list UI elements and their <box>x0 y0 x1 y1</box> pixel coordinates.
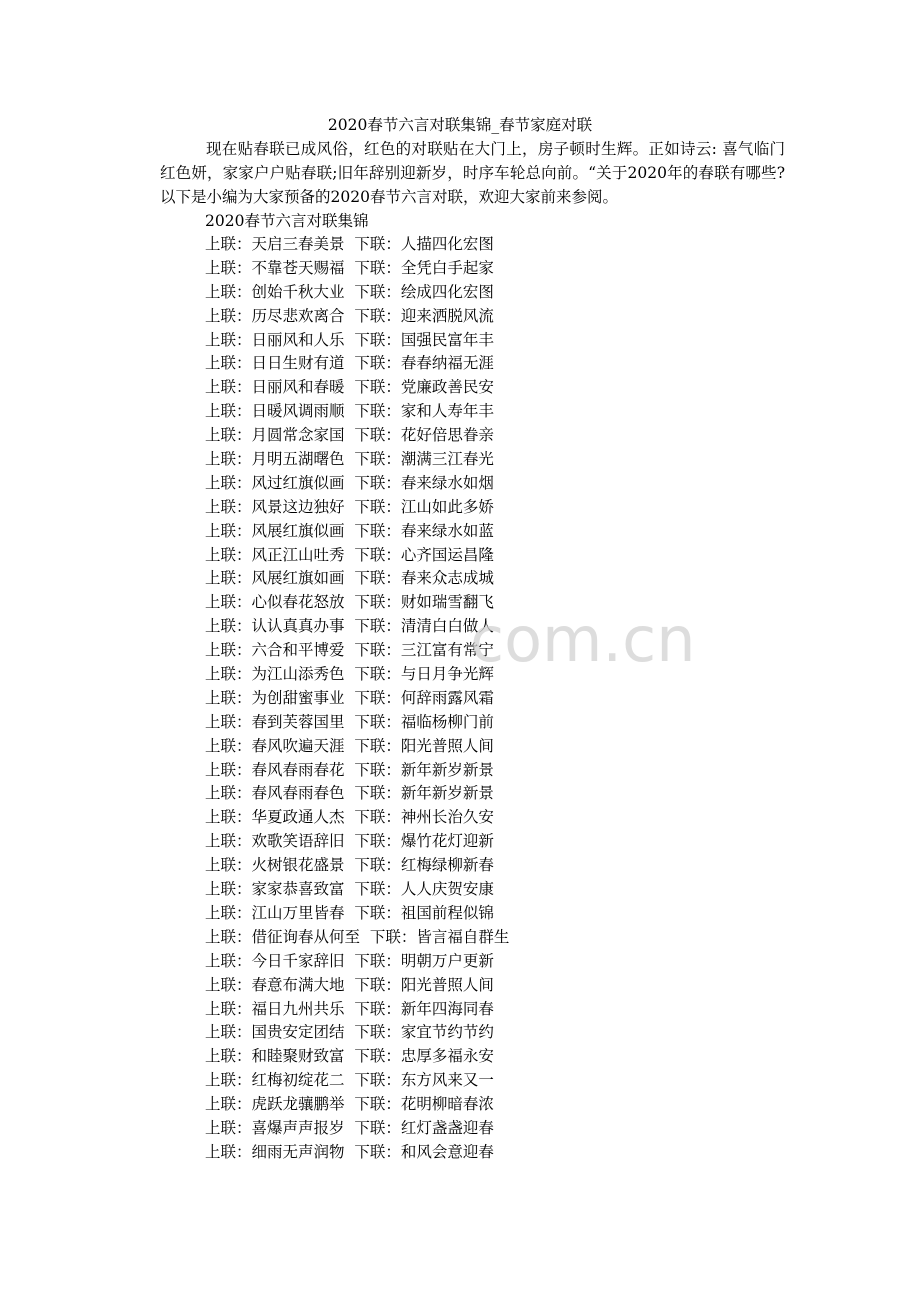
couplet-line: 上联：月明五湖曙色 下联：潮满三江春光 <box>205 450 494 469</box>
couplet-line: 上联：不靠苍天赐福 下联：全凭白手起家 <box>205 258 494 277</box>
couplet-line: 上联：心似春花怒放 下联：财如瑞雪翻飞 <box>205 593 494 612</box>
couplet-line: 上联：风正江山吐秀 下联：心齐国运昌隆 <box>205 545 494 564</box>
couplet-line: 上联：风过红旗似画 下联：春来绿水如烟 <box>205 473 494 492</box>
couplet-line: 上联：喜爆声声报岁 下联：红灯盏盏迎春 <box>205 1118 494 1137</box>
couplet-line: 上联：风景这边独好 下联：江山如此多娇 <box>205 497 494 516</box>
couplet-line: 上联：风展红旗似画 下联：春来绿水如蓝 <box>205 521 494 540</box>
couplet-line: 上联：江山万里皆春 下联：祖国前程似锦 <box>205 903 494 922</box>
couplet-line: 上联：虎跃龙骧鹏举 下联：花明柳暗春浓 <box>205 1095 494 1114</box>
couplet-line: 上联：月圆常念家国 下联：花好倍思眷亲 <box>205 426 494 445</box>
couplet-line: 上联：历尽悲欢离合 下联：迎来洒脱风流 <box>205 306 494 325</box>
couplet-line: 上联：日丽风和人乐 下联：国强民富年丰 <box>205 330 494 349</box>
couplet-line: 上联：火树银花盛景 下联：红梅绿柳新春 <box>205 856 494 875</box>
couplet-line: 上联：国贵安定团结 下联：家宜节约节约 <box>205 1023 494 1042</box>
couplet-line: 上联：和睦聚财致富 下联：忠厚多福永安 <box>205 1047 494 1066</box>
couplet-line: 上联：创始千秋大业 下联：绘成四化宏图 <box>205 282 494 301</box>
couplet-line: 上联：日日生财有道 下联：春春纳福无涯 <box>205 354 494 373</box>
couplet-line: 上联：春风春雨春花 下联：新年新岁新景 <box>205 760 494 779</box>
couplet-list <box>205 233 509 1165</box>
couplet-line: 上联：今日千家辞旧 下联：明朝万户更新 <box>205 951 494 970</box>
couplet-line: 上联：天启三春美景 下联：人描四化宏图 <box>205 235 494 253</box>
couplet-line: 上联：春风春雨春色 下联：新年新岁新景 <box>205 784 494 803</box>
intro-paragraph: 现在贴春联已成风俗，红色的对联贴在大门上，房子顿时生辉。正如诗云: 喜气临门红色妍，家家户户贴春联;旧年辞别迎新岁，时序车轮总向前。“关于2020年的春联有哪些?以下是小编为大家预备的2020春节六言对联，欢迎大家前来参阅。 <box>160 140 785 206</box>
watermark: com.cn <box>470 603 696 676</box>
couplet-line: 上联：春到芙蓉国里 下联：福临杨柳门前 <box>205 712 494 731</box>
couplet-line: 上联：借征询春从何至 下联：皆言福自群生 <box>205 927 510 946</box>
couplet-line: 上联：家家恭喜致富 下联：人人庆贺安康 <box>205 880 494 899</box>
couplet-line: 上联：华夏政通人杰 下联：神州长治久安 <box>205 808 494 827</box>
couplet-line: 上联：春意布满大地 下联：阳光普照人间 <box>205 975 494 994</box>
couplet-line: 上联：红梅初绽花二 下联：东方风来又一 <box>205 1071 494 1090</box>
couplet-line: 上联：风展红旗如画 下联：春来众志成城 <box>205 569 494 588</box>
couplet-line: 上联：细雨无声润物 下联：和风会意迎春 <box>205 1142 494 1161</box>
couplet-line: 上联：为创甜蜜事业 下联：何辞雨露风霜 <box>205 688 494 707</box>
couplet-line: 上联：日暖风调雨顺 下联：家和人寿年丰 <box>205 402 494 421</box>
document-title: 2020春节六言对联集锦_春节家庭对联 <box>327 116 593 134</box>
couplet-line: 上联：日丽风和春暖 下联：党廉政善民安 <box>205 378 494 397</box>
couplet-line: 上联：认认真真办事 下联：清清白白做人 <box>205 617 494 636</box>
couplet-line: 上联：为江山添秀色 下联：与日月争光辉 <box>205 665 494 684</box>
couplet-line: 上联：福日九州共乐 下联：新年四海同春 <box>205 999 494 1018</box>
couplet-line: 上联：六合和平博爱 下联：三江富有常宁 <box>205 641 494 660</box>
couplet-line: 上联：春风吹遍天涯 下联：阳光普照人间 <box>205 736 494 755</box>
section-heading: 2020春节六言对联集锦 <box>205 212 369 230</box>
couplet-line: 上联：欢歌笑语辞旧 下联：爆竹花灯迎新 <box>205 832 494 851</box>
